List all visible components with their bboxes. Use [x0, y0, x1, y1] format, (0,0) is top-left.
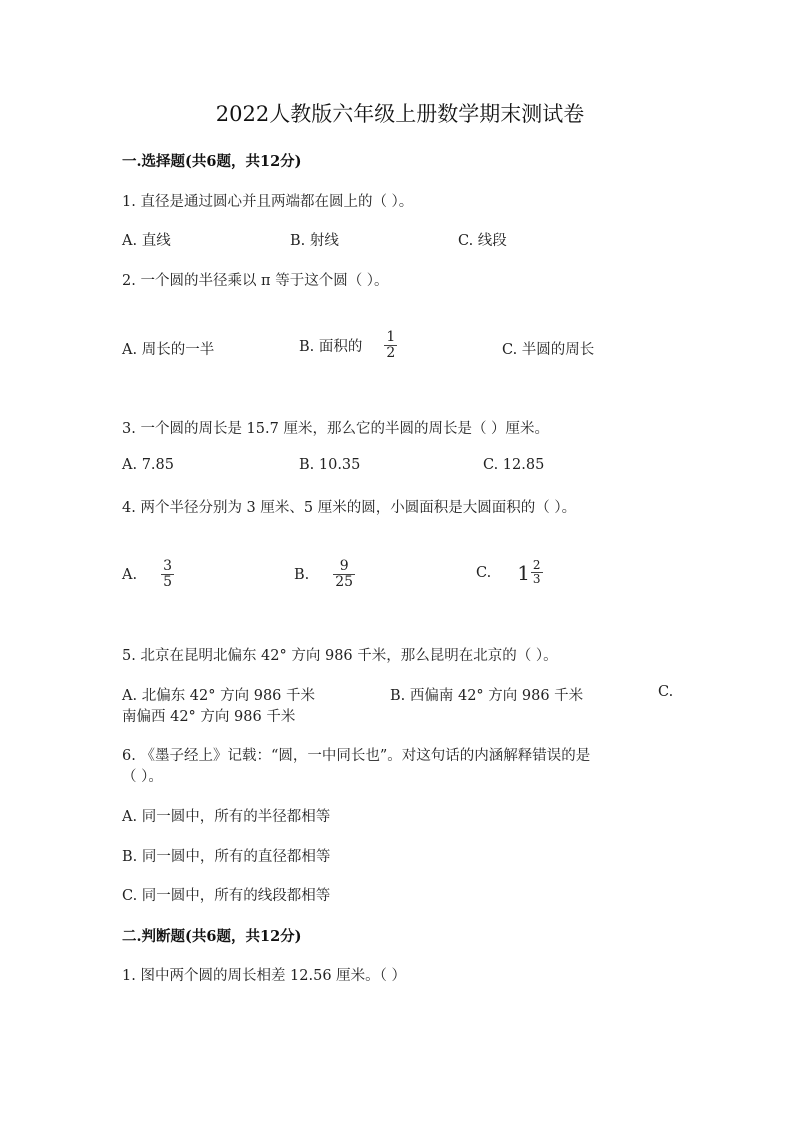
q3-option-a: A. 7.85: [122, 457, 174, 473]
question-1-text: 1. 直径是通过圆心并且两端都在圆上的（ ）。: [122, 194, 414, 210]
q5-option-c-continued: 南偏西 42° 方向 986 千米: [122, 709, 296, 725]
q2-option-b-label: B. 面积的: [299, 339, 363, 355]
q3-option-b: B. 10.35: [299, 457, 361, 473]
q6-option-c: C. 同一圆中，所有的线段都相等: [122, 888, 331, 904]
q5-option-b: B. 西偏南 42° 方向 986 千米: [390, 688, 584, 704]
page-title: 2022人教版六年级上册数学期末测试卷: [215, 102, 585, 126]
q5-option-a: A. 北偏东 42° 方向 986 千米: [122, 688, 316, 704]
q4-option-c-label: C.: [476, 564, 492, 581]
question-4-text: 4. 两个半径分别为 3 厘米、5 厘米的圆，小圆面积是大圆面积的（ ）。: [122, 500, 577, 516]
q2-option-c: C. 半圆的周长: [502, 342, 595, 358]
fraction-denominator: 3: [532, 572, 541, 586]
q4-option-b-label: B.: [294, 566, 310, 583]
mixed-number-whole: 1: [517, 560, 530, 585]
fraction-numerator: 2: [532, 558, 541, 572]
q2-option-b: [299, 330, 401, 361]
judgment-question-1-text: 1. 图中两个圆的周长相差 12.56 厘米。（ ）: [122, 968, 407, 984]
q4-option-a: [122, 559, 178, 590]
q1-option-a: A. 直线: [122, 233, 171, 249]
q4-option-a-fraction: [161, 559, 174, 590]
fraction-denominator: 5: [163, 574, 173, 590]
question-2-text: 2. 一个圆的半径乘以 π 等于这个圆（ ）。: [122, 273, 389, 289]
q4-option-a-label: A.: [122, 566, 138, 583]
q1-option-b: B. 射线: [290, 233, 339, 249]
q2-option-a: A. 周长的一半: [122, 342, 215, 358]
q6-option-b: B. 同一圆中，所有的直径都相等: [122, 849, 331, 865]
question-5-text: 5. 北京在昆明北偏东 42° 方向 986 千米，那么昆明在北京的（ ）。: [122, 648, 558, 664]
q1-option-c: C. 线段: [458, 233, 507, 249]
fraction-numerator: 9: [339, 558, 349, 574]
q2-option-b-fraction: [384, 330, 397, 361]
q4-option-c: [476, 559, 543, 586]
fraction-denominator: 2: [386, 345, 396, 361]
mixed-number-fraction: [531, 559, 543, 586]
question-3-text: 3. 一个圆的周长是 15.7 厘米，那么它的半圆的周长是（ ）厘米。: [122, 421, 550, 437]
q5-option-c: C.: [658, 684, 674, 700]
fraction-numerator: 1: [386, 329, 396, 345]
q3-option-c: C. 12.85: [483, 457, 545, 473]
fraction-numerator: 3: [163, 558, 173, 574]
q4-option-b: [294, 559, 359, 590]
question-6-text: 6. 《墨子经上》记载：“圆，一中同长也”。对这句话的内涵解释错误的是: [122, 748, 591, 764]
question-6-text-continued: （ ）。: [122, 769, 163, 785]
q4-option-c-mixed-number: [517, 559, 542, 586]
q4-option-b-fraction: [333, 559, 355, 590]
fraction-denominator: 25: [335, 574, 354, 590]
q6-option-a: A. 同一圆中，所有的半径都相等: [122, 809, 331, 825]
section-heading-choice: 一.选择题(共6题，共12分): [122, 153, 302, 170]
section-heading-judgment: 二.判断题(共6题，共12分): [122, 928, 302, 945]
